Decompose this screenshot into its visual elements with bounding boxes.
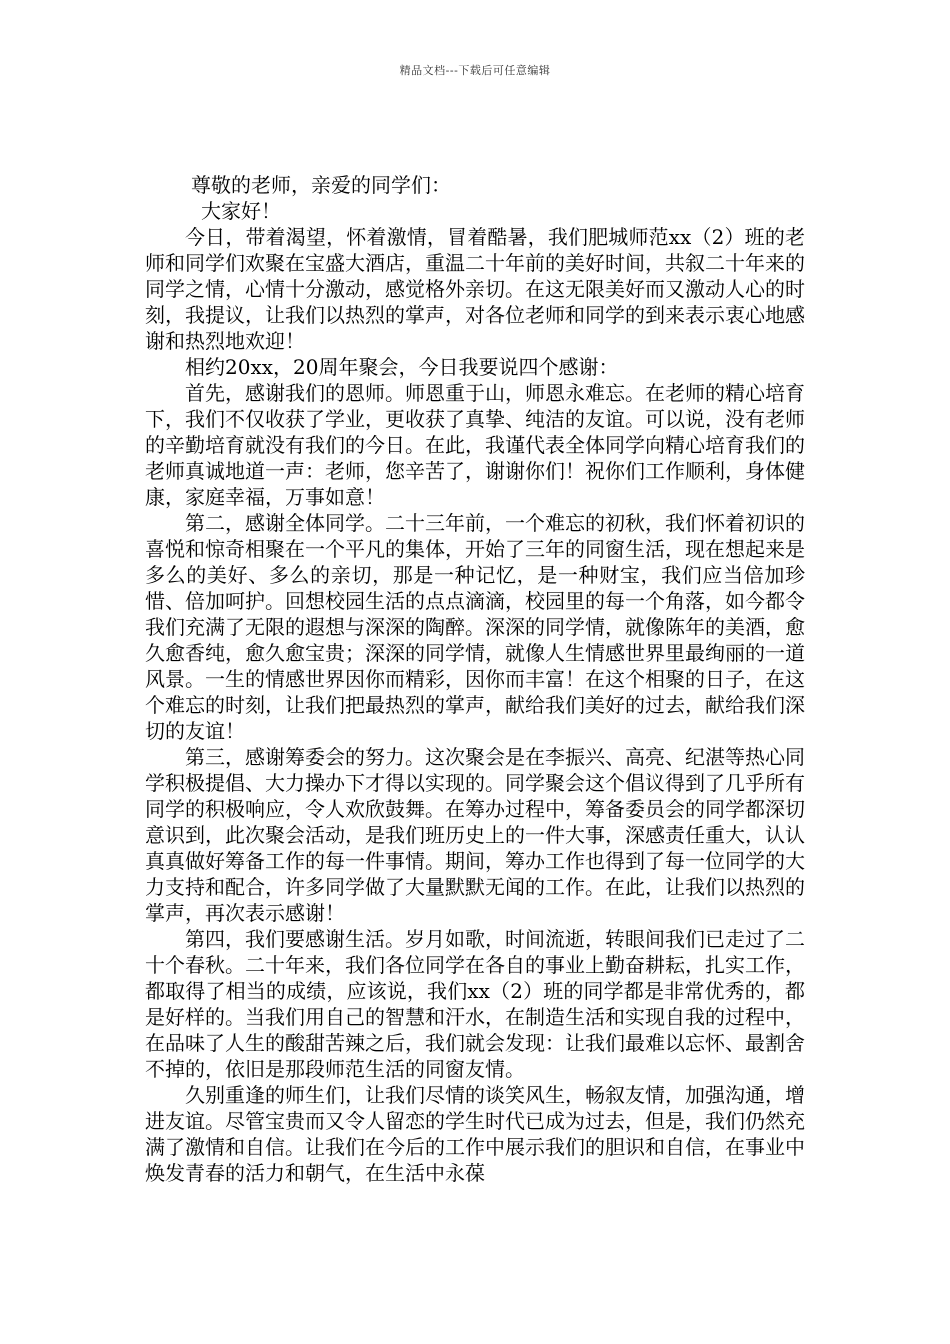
paragraph-thanks-life: 第四，我们要感谢生活。岁月如歌，时间流逝，转眼间我们已走过了二十个春秋。二十年来，我们各位同学在各自的事业上勤奋耕耘，扎实工作，都取得了相当的成绩，应该说，我们xx（2）班的同学都是非常优秀的，都是好样的。当我们用自己的智慧和汗水，在制造生活和实现自我的过程中，在品味了人生的酸甜苦辣之后，我们就会发现：让我们最难以忘怀、最割舍不掉的，依旧是那段师范生活的同窗友情。 xyxy=(145,927,805,1081)
paragraph-opening: 今日，带着渴望，怀着激情，冒着酷暑，我们肥城师范xx（2）班的老师和同学们欢聚在宝盛大酒店，重温二十年前的美好时间，共叙二十年来的同学之情，心情十分激动，感觉格外亲切。在这无限美好而又激动人心的时刻，我提议，让我们以热烈的掌声，对各位老师和同学的到来表示衷心地感谢和热烈地欢迎！ xyxy=(145,225,805,353)
page-header: 精品文档---下载后可任意编辑 xyxy=(399,64,551,77)
letter-greeting: 大家好！ xyxy=(201,199,281,223)
paragraph-thanks-teachers: 首先，感谢我们的恩师。师恩重于山，师恩永难忘。在老师的精心培育下，我们不仅收获了学业，更收获了真挚、纯洁的友谊。可以说，没有老师的辛勤培育就没有我们的今日。在此，我谨代表全体同学向精心培育我们的老师真诚地道一声：老师，您辛苦了，谢谢你们！祝你们工作顺利，身体健康，家庭幸福，万事如意！ xyxy=(145,381,805,509)
paragraph-thanks-classmates: 第二，感谢全体同学。二十三年前，一个难忘的初秋，我们怀着初识的喜悦和惊奇相聚在一个平凡的集体，开始了三年的同窗生活，现在想起来是多么的美好、多么的亲切，那是一种记忆，是一种财宝，我们应当倍加珍惜、倍加呵护。回想校园生活的点点滴滴，校园里的每一个角落，如今都令我们充满了无限的遐想与深深的陶醉。深深的同学情，就像陈年的美酒，愈久愈香纯，愈久愈宝贵；深深的同学情，就像人生情感世界里最绚丽的一道风景。一生的情感世界因你而精彩，因你而丰富！在这个相聚的日子，在这个难忘的时刻，让我们把最热烈的掌声，献给我们美好的过去，献给我们深切的友谊！ xyxy=(145,511,805,743)
paragraph-closing: 久别重逢的师生们，让我们尽情的谈笑风生，畅叙友情，加强沟通，增进友谊。尽管宝贵而又令人留恋的学生时代已成为过去，但是，我们仍然充满了激情和自信。让我们在今后的工作中展示我们的胆识和自信，在事业中焕发青春的活力和朝气，在生活中永葆 xyxy=(145,1083,805,1185)
letter-salutation: 尊敬的老师，亲爱的同学们： xyxy=(191,173,451,197)
paragraph-four-thanks-intro: 相约20xx，20周年聚会，今日我要说四个感谢： xyxy=(185,355,619,379)
letter-body xyxy=(145,172,805,1186)
paragraph-thanks-committee: 第三，感谢筹委会的努力。这次聚会是在李振兴、高亮、纪湛等热心同学积极提倡、大力操办下才得以实现的。同学聚会这个倡议得到了几乎所有同学的积极响应，令人欢欣鼓舞。在筹办过程中，筹备委员会的同学都深切意识到，此次聚会活动，是我们班历史上的一件大事，深感责任重大，认认真真做好筹备工作的每一件事情。期间，筹办工作也得到了每一位同学的大力支持和配合，许多同学做了大量默默无闻的工作。在此，让我们以热烈的掌声，再次表示感谢！ xyxy=(145,745,805,925)
